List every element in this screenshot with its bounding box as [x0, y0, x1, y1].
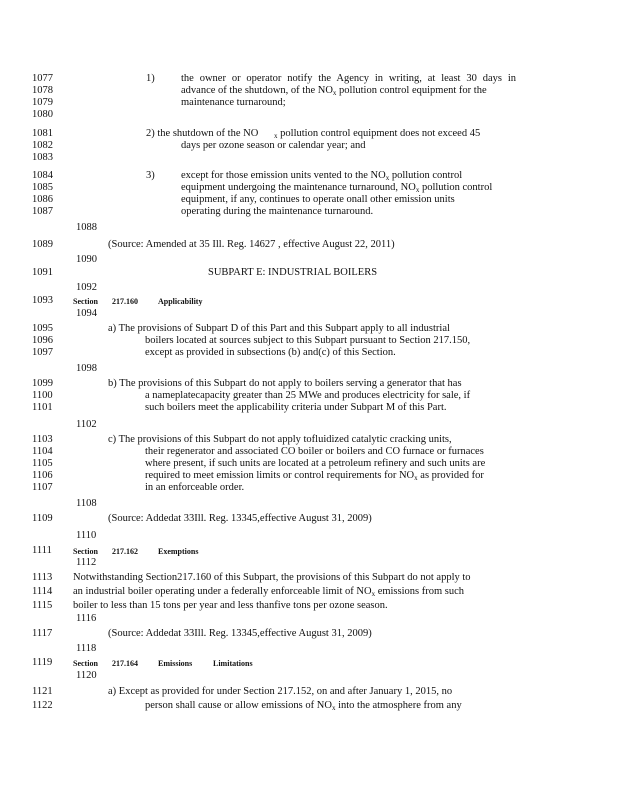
exemptions-text: boiler to less than 15 tons per year and less thanfive tons per ozone season.: [73, 600, 388, 611]
line-number: 1120: [76, 670, 97, 681]
line-number: 1099: [32, 378, 53, 389]
section-title: Exemptions: [158, 547, 199, 556]
line-number: 1082: [32, 140, 53, 151]
line-number: 1109: [32, 513, 53, 524]
item-1-text: advance of the shutdown, of the $NO_x$ pollution control equipment for the: [181, 85, 487, 97]
item-1-marker: 1): [146, 73, 155, 84]
line-number: 1077: [32, 73, 53, 84]
line-number: 1100: [32, 390, 53, 401]
line-number: 1117: [32, 628, 53, 639]
line-number: 1093: [32, 295, 53, 306]
line-number: 1107: [32, 482, 53, 493]
paragraph-c-text: required to meet emission limits or control requirements for $NO_x$ as provided for: [145, 470, 484, 482]
line-number: 1101: [32, 402, 53, 413]
line-number: 1115: [32, 600, 53, 611]
section-title: Limitations: [213, 659, 253, 668]
source-note: (Source: Addedat 33Ill. Reg. 13345,effective August 31, 2009): [108, 513, 372, 524]
paragraph-b-text: a nameplatecapacity greater than 25 MWe and produces electricity for sale, if: [145, 390, 471, 401]
line-number: 1111: [32, 545, 52, 556]
item-1-text: maintenance turnaround;: [181, 97, 286, 108]
line-number: 1098: [76, 363, 97, 374]
item-1-text: the owner or operator notify the Agency in writing, at least 30 days in: [181, 73, 516, 84]
line-number: 1090: [76, 254, 97, 265]
section-number: 217.160: [112, 297, 138, 306]
line-number: 1087: [32, 206, 53, 217]
line-number: 1096: [32, 335, 53, 346]
paragraph-c-text: where present, if such units are located at a petroleum refinery and such units are: [145, 458, 486, 469]
paragraph-a-text: except as provided in subsections (b) and(c) of this Section.: [145, 347, 396, 358]
item-2-text: days per ozone season or calendar year; and: [181, 140, 366, 151]
line-number: 1102: [76, 419, 97, 430]
paragraph-a-text: boilers located at sources subject to this Subpart pursuant to Section 217.150,: [145, 335, 471, 346]
item-3-text: operating during the maintenance turnaround.: [181, 206, 374, 217]
line-number: 1110: [76, 530, 97, 541]
line-number: 1086: [32, 194, 53, 205]
line-number: 1094: [76, 308, 97, 319]
line-number: 1088: [76, 222, 97, 233]
section-label: Section: [73, 297, 98, 306]
line-number: 1112: [76, 557, 97, 568]
line-number: 1118: [76, 643, 97, 654]
line-number: 1113: [32, 572, 53, 583]
exemptions-text: Notwithstanding Section217.160 of this Subpart, the provisions of this Subpart do not apply to: [73, 572, 471, 583]
line-number: 1078: [32, 85, 53, 96]
line-number: 1121: [32, 686, 53, 697]
line-number: 1091: [32, 267, 53, 278]
emissions-paragraph-a: a) Except as provided for under Section 217.152, on and after January 1, 2015, no: [108, 686, 453, 697]
line-number: 1084: [32, 170, 53, 181]
line-number: 1108: [76, 498, 97, 509]
source-note: (Source: Amended at 35 Ill. Reg. 14627 , effective August 22, 2011): [108, 239, 395, 250]
line-number: 1095: [32, 323, 53, 334]
paragraph-a-text: a) The provisions of Subpart D of this Part and this Subpart apply to all industrial: [108, 323, 450, 334]
section-label: Section: [73, 659, 98, 668]
paragraph-b-text: b) The provisions of this Subpart do not apply to boilers serving a generator that has: [108, 378, 462, 389]
item-3-marker: 3): [146, 170, 155, 181]
item-3-text: equipment, if any, continues to operate onall other emission units: [181, 194, 455, 205]
line-number: 1122: [32, 700, 53, 711]
paragraph-b-text: such boilers meet the applicability criteria under Subpart M of this Part.: [145, 402, 447, 413]
line-number: 1105: [32, 458, 53, 469]
section-number: 217.164: [112, 659, 138, 668]
line-number: 1119: [32, 657, 53, 668]
line-number: 1079: [32, 97, 53, 108]
line-number: 1116: [76, 613, 97, 624]
line-number: 1083: [32, 152, 53, 163]
paragraph-c-text: c) The provisions of this Subpart do not apply tofluidized catalytic cracking units,: [108, 434, 452, 445]
line-number: 1092: [76, 282, 97, 293]
emissions-paragraph-a: person shall cause or allow emissions of $NO_x$ into the atmosphere from any: [145, 700, 462, 712]
line-number: 1103: [32, 434, 53, 445]
section-title: Applicability: [158, 297, 203, 306]
line-number: 1114: [32, 586, 53, 597]
line-number: 1081: [32, 128, 53, 139]
paragraph-c-text: their regenerator and associated CO boiler or boilers and CO furnace or furnaces: [145, 446, 484, 457]
section-number: 217.162: [112, 547, 138, 556]
section-label: Section: [73, 547, 98, 556]
line-number: 1089: [32, 239, 53, 250]
item-3-text: equipment undergoing the maintenance turnaround, $NO_x$ pollution control: [181, 182, 493, 194]
line-number: 1085: [32, 182, 53, 193]
line-number: 1106: [32, 470, 53, 481]
exemptions-text: an industrial boiler operating under a federally enforceable limit of $NO_x$ emissions from such: [73, 586, 465, 598]
line-number: 1097: [32, 347, 53, 358]
line-number: 1080: [32, 109, 53, 120]
paragraph-c-text: in an enforceable order.: [145, 482, 245, 493]
line-number: 1104: [32, 446, 53, 457]
subpart-heading: SUBPART E: INDUSTRIAL BOILERS: [208, 267, 378, 278]
source-note: (Source: Addedat 33Ill. Reg. 13345,effective August 31, 2009): [108, 628, 372, 639]
item-2-text: 2) the shutdown of the NO $_x$ pollution control equipment does not exceed 45: [146, 128, 481, 140]
item-3-text: except for those emission units vented to the $NO_x$ pollution control: [181, 170, 463, 182]
section-title: Emissions: [158, 659, 193, 668]
